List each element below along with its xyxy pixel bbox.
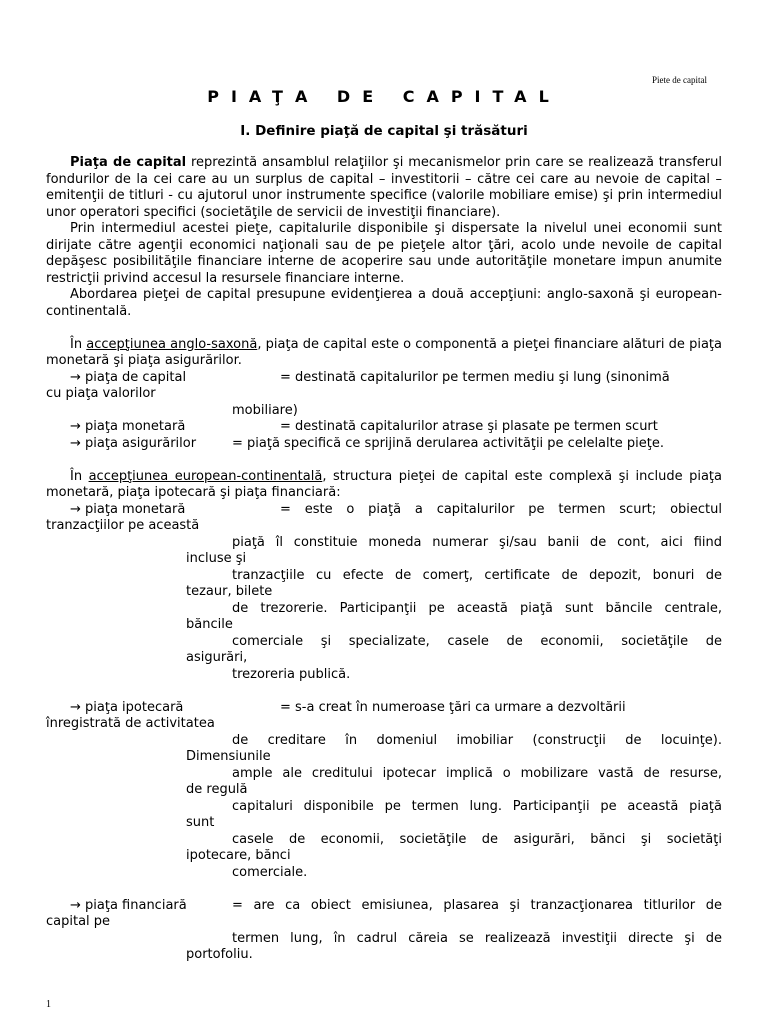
line-text: de creditare în domeniul imobiliar (construcţii de locuinţe). — [232, 732, 722, 748]
definition-lines — [46, 931, 722, 964]
line-text: portofoliu. — [186, 947, 253, 962]
definition-line-wrap — [46, 617, 722, 634]
line-text: asigurări, — [186, 650, 248, 665]
item-definition: = este o piaţă a capitalurilor pe termen scurt; obiectul — [280, 501, 722, 517]
paragraph-european — [46, 469, 722, 502]
text: , structura pieţei de capital este complexă şi include piaţa monetară, piaţa ipotecară şi piaţa financiară: — [46, 468, 722, 500]
text: În — [70, 336, 87, 352]
cont-text: mobiliare) — [232, 402, 298, 418]
line-text: comerciale. — [232, 864, 308, 880]
definition-line-wrap — [46, 947, 722, 964]
item-label: → piaţa financiară — [70, 897, 187, 913]
definition-line — [46, 667, 722, 684]
paragraph-intermediary: Prin intermediul acestei pieţe, capitalurile disponibile şi dispersate la nivelul unei economii sunt dirijate către agenţii economici naţionali sau de pe pieţele altor ţări, acolo unde nevoile de capital depăşesc posibilităţile financiare interne de acoperire sau unde autorităţile monetare impun anumite restricţii privind accesul la resursele financiare interne. — [46, 221, 722, 286]
line-text: casele de economii, societăţile de asigurări, bănci şi societăţi — [232, 831, 722, 847]
line-text: ample ale creditului ipotecar implică o mobilizare vastă de resurse, — [232, 765, 722, 781]
paragraph-definition — [46, 155, 722, 221]
text: În — [70, 468, 89, 484]
definition-line-wrap — [46, 815, 722, 832]
term-anglo-saxon: accepţiunea anglo-saxonă — [86, 336, 258, 352]
page-number: 1 — [46, 999, 51, 1010]
page-title: PIAŢA DE CAPITAL — [207, 87, 561, 106]
line-text: Dimensiunile — [186, 749, 271, 764]
wrap-text: cu piaţa valorilor — [46, 386, 156, 401]
item-wrap — [46, 716, 722, 733]
item-wrap — [46, 518, 722, 535]
list-item — [46, 419, 722, 436]
definition-line-wrap — [46, 650, 722, 667]
definition-line — [46, 865, 722, 882]
term-piata-de-capital: Piaţa de capital — [70, 155, 187, 170]
definition-line — [46, 799, 722, 816]
wrap-text: tranzacţiilor pe această — [46, 518, 200, 533]
definition-line — [46, 535, 722, 552]
paragraph-approach: Abordarea pieţei de capital presupune evidenţierea a două accepţiuni: anglo-saxonă şi european-continentală. — [46, 287, 722, 319]
definition-line — [46, 601, 722, 618]
item-wrap — [46, 386, 722, 403]
definition-line — [46, 634, 722, 651]
wrap-text: capital pe — [46, 914, 111, 929]
definition-line-wrap — [46, 551, 722, 568]
definition-line-wrap — [46, 584, 722, 601]
item-label: → piaţa monetară — [70, 419, 186, 434]
line-text: de trezorerie. Participanţii pe această piaţă sunt băncile centrale, — [232, 600, 722, 616]
paragraph-text: reprezintă ansamblul relaţiilor şi mecanismelor prin care se realizează transferul fondurilor de la cei care au un surplus de capital – investitorii – către cei care au nevoie de capital – emitenţii de titluri - cu ajutorul unor instrumente specifice (valorile mobiliare emise) şi prin intermediul unor operatori specifici (societăţile de servicii de investiţii financiare). — [46, 155, 722, 220]
document-body — [46, 155, 722, 964]
line-text: tezaur, bilete — [186, 584, 273, 599]
line-text: ipotecare, bănci — [186, 848, 291, 863]
definition-line — [46, 832, 722, 849]
item-definition: = piaţă specifică ce sprijină derularea activităţii pe celelalte pieţe. — [232, 435, 664, 451]
definition-line-wrap — [46, 848, 722, 865]
wrap-text: înregistrată de activitatea — [46, 716, 215, 731]
item-definition: = destinată capitalurilor atrase şi plasate pe termen scurt — [280, 419, 658, 434]
line-text: piaţă îl constituie moneda numerar şi/sau banii de cont, aici fiind — [232, 534, 722, 550]
line-text: comerciale şi specializate, casele de economii, societăţile de — [232, 633, 722, 649]
item-wrap — [46, 914, 722, 931]
definition-lines — [46, 733, 722, 882]
section-heading: I. Definire piaţă de capital şi trăsături — [240, 123, 528, 139]
term-european-continental: accepţiunea european-continentală — [88, 468, 323, 484]
line-text: băncile — [186, 617, 233, 632]
list-item — [46, 700, 722, 717]
line-text: sunt — [186, 815, 215, 830]
running-header: Piete de capital — [652, 75, 707, 85]
definition-line — [46, 568, 722, 585]
line-text: incluse şi — [186, 551, 247, 566]
item-label: → piaţa monetară — [70, 501, 186, 517]
line-text: trezoreria publică. — [232, 666, 351, 682]
item-definition: = s-a creat în numeroase ţări ca urmare a dezvoltării — [280, 699, 626, 715]
list-item — [46, 898, 722, 915]
line-text: capitaluri disponibile pe termen lung. Participanţii pe această piaţă — [232, 798, 722, 814]
definition-line-wrap — [46, 749, 722, 766]
definition-line-wrap — [46, 782, 722, 799]
list-item — [46, 370, 722, 387]
line-text: tranzacţiile cu efecte de comerţ, certificate de depozit, bonuri de — [232, 567, 722, 583]
item-label: → piaţa asigurărilor — [70, 435, 197, 451]
definition-line — [46, 733, 722, 750]
item-label: → piaţa ipotecară — [70, 699, 184, 715]
item-definition: = destinată capitalurilor pe termen mediu şi lung (sinonimă — [280, 369, 670, 385]
paragraph-anglo-saxon — [46, 337, 722, 370]
line-text: termen lung, în cadrul căreia se realizează investiţii directe şi de — [232, 930, 722, 946]
list-item — [46, 502, 722, 519]
item-label: → piaţa de capital — [70, 369, 187, 385]
definition-lines — [46, 535, 722, 684]
definition-line — [46, 766, 722, 783]
definition-line — [46, 931, 722, 948]
item-definition: = are ca obiect emisiunea, plasarea şi tranzacţionarea titlurilor de — [232, 897, 722, 913]
item-cont — [46, 403, 722, 420]
line-text: de regulă — [186, 782, 248, 797]
text: , piaţa de capital este o componentă a pieţei financiare alături de piaţa monetară şi piaţa asigurărilor. — [46, 336, 722, 368]
list-item — [46, 436, 722, 453]
